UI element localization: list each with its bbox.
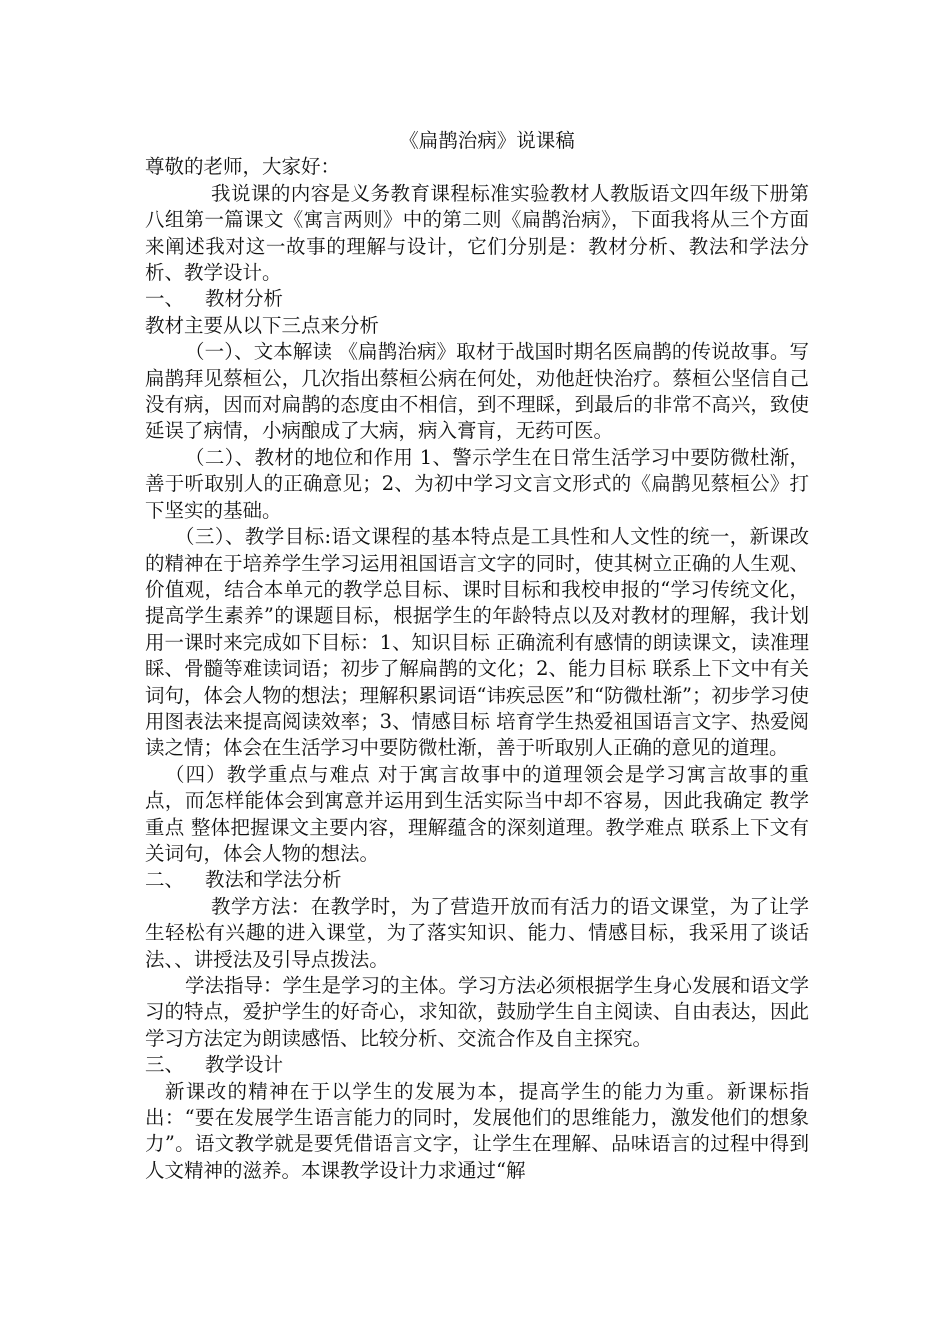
paragraph-focus: （四）教学重点与难点 对于寓言故事中的道理领会是学习寓言故事的重点，而怎样能体会到寓意并运用到生活实际当中却不容易，因此我确定 教学重点 整体把握课文主要内容，理解蕴含的深刻道理。教学难点 联系上下文有关词句，体会人物的想法。	[145, 762, 809, 865]
intro-paragraph: 我说课的内容是义务教育课程标准实验教材人教版语文四年级下册第八组第一篇课文《寓言两则》中的第二则《扁鹊治病》，下面我将从三个方面来阐述我对这一故事的理解与设计，它们分别是：教材分析、教法和学法分析、教学设计。	[145, 181, 809, 285]
section-title: 教学设计	[205, 1053, 284, 1077]
section-number: 二、	[145, 868, 185, 892]
greeting: 尊敬的老师，大家好：	[145, 155, 341, 179]
paragraph-teaching-method: 教学方法：在教学时，为了营造开放而有活力的语文课堂，为了让学生轻松有兴趣的进入课堂，为了落实知识、能力、情感目标，我采用了谈话法、、讲授法及引导点拨法。	[145, 894, 809, 971]
section-heading-3	[145, 1052, 809, 1078]
section-title: 教法和学法分析	[205, 868, 342, 892]
paragraph-goals: （三）、教学目标:语文课程的基本特点是工具性和人文性的统一，新课改的精神在于培养学生学习运用祖国语言文字的同时，使其树立正确的人生观、价值观，结合本单元的教学总目标、课时目标和我校申报的“学习传统文化，提高学生素养”的课题目标，根据学生的年龄特点以及对教材的理解，我计划用一课时来完成如下目标：1、知识目标 正确流利有感情的朗读课文，读准理睬、骨髓等难读词语；初步了解扁鹊的文化；2、能力目标 联系上下文中有关词句，体会人物的想法；理解积累词语“讳疾忌医”和“防微杜渐”；初步学习使用图表法来提高阅读效率；3、情感目标 培育学生热爱祖国语言文字、热爱阅读之情；体会在生活学习中要防微杜渐，善于听取别人正确的意见的道理。	[145, 525, 809, 760]
section-title: 教材分析	[205, 287, 284, 311]
paragraph-learning-method: 学法指导：学生是学习的主体。学习方法必须根据学生身心发展和语文学习的特点，爱护学生的好奇心，求知欲，鼓励学生自主阅读、自由表达，因此学习方法定为朗读感悟、比较分析、交流合作及自主探究。	[145, 974, 810, 1050]
paragraph-role: （二）、教材的地位和作用 1、警示学生在日常生活学习中要防微杜渐，善于听取别人的正确意见；2、为初中学习文言文形式的《扁鹊见蔡桓公》打下坚实的基础。	[145, 445, 809, 522]
paragraph-design: 新课改的精神在于以学生的发展为本，提高学生的能力为重。新课标指出：“要在发展学生语言能力的同时，发展他们的思维能力，激发他们的想象力”。语文教学就是要凭借语言文字，让学生在理解、品味语言的过程中得到人文精神的滋养。本课教学设计力求通过“解	[145, 1079, 809, 1182]
section-number: 三、	[145, 1053, 185, 1077]
document-title: 《扁鹊治病》说课稿	[399, 129, 575, 152]
section1-lead: 教材主要从以下三点来分析	[145, 313, 380, 337]
section-heading-1	[145, 286, 809, 312]
section-number: 一、	[145, 287, 185, 311]
section-heading-2	[145, 867, 809, 893]
paragraph-text-reading: （一）、文本解读 《扁鹊治病》取材于战国时期名医扁鹊的传说故事。写扁鹊拜见蔡桓公，几次指出蔡桓公病在何处，劝他赶快治疗。蔡桓公坚信自己没有病，因而对扁鹊的态度由不相信，到不理睬，到最后的非常不高兴，致使延误了病情，小病酿成了大病，病入膏肓，无药可医。	[145, 340, 809, 443]
document-page	[145, 128, 809, 1184]
